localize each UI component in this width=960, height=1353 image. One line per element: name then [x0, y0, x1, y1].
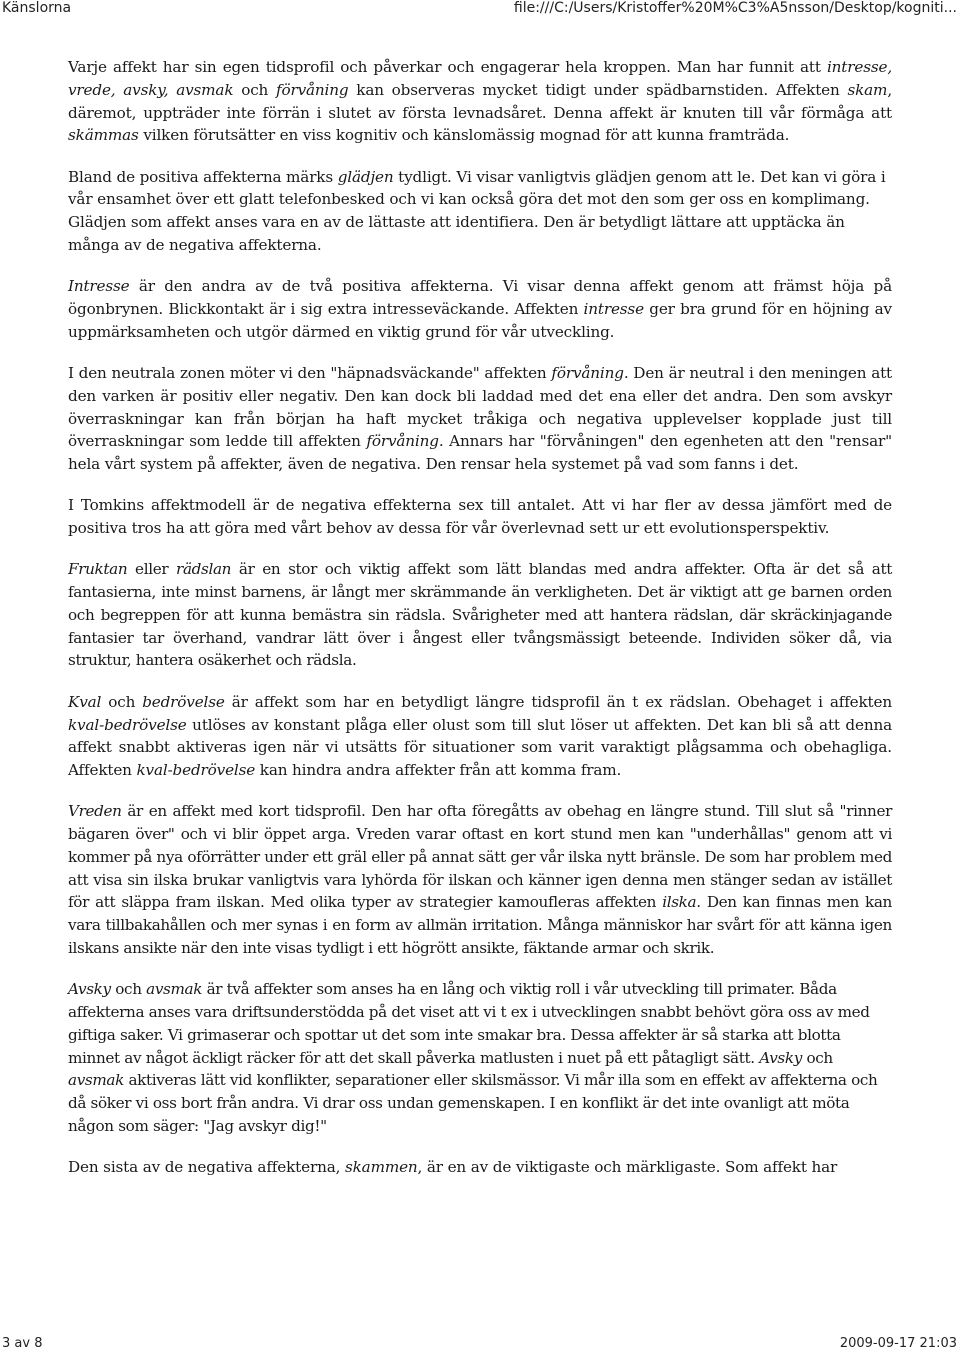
emphasized-term: avsmak	[68, 1071, 124, 1090]
paragraph	[68, 56, 892, 147]
paragraph	[68, 362, 892, 476]
emphasized-term: förvåning	[276, 80, 349, 99]
emphasized-term: rädslan	[176, 560, 232, 579]
emphasized-term: skämmas	[68, 126, 139, 145]
paragraph-text: är en stor och viktig affekt som lätt blandas med andra affekter. Ofta är det så att fantasierna, inte minst barnens, är långt mer skrämmande än verkligheten. Det är viktigt att ge barnen orden och begreppen för att kunna bemästra sin rädsla. Svårigheter med att hantera rädslan, där skräckinjagande fantasier tar överhand, vandrar lätt över i ångest eller tvångsmässigt beteende. Individen söker då, via struktur, hantera osäkerhet och rädsla.	[68, 560, 893, 670]
page-footer-page-number: 3 av 8	[2, 1336, 43, 1351]
page-footer-datetime: 2009-09-17 21:03	[839, 1336, 957, 1351]
paragraph	[68, 978, 892, 1137]
emphasized-term: intresse	[583, 299, 644, 318]
paragraph-text: I den neutrala zonen möter vi den "häpnadsväckande" affekten	[68, 364, 552, 383]
paragraph-text: och	[801, 1048, 833, 1067]
paragraph-text: Den kan finnas men kan vara tillbakahållen och mer synas i en form av allmän irritation. Många människor har svårt för att känna igen ilskans ansikte när den inte visas tydligt i ett högrött ansikte, fäktande armar och skrik.	[68, 893, 892, 957]
paragraph-text: aktiveras lätt vid konflikter, separationer eller skilsmässor. Vi mår illa som en effekt av affekterna och då söker vi oss bort från andra. Vi drar oss undan gemenskapen. I en konflikt är det inte ovanligt att möta någon som säger: "Jag avskyr dig!"	[68, 1071, 878, 1135]
emphasized-term: förvåning.	[366, 432, 444, 451]
emphasized-term: Avsky	[68, 980, 111, 999]
page-header-title: Känslorna	[2, 0, 72, 16]
paragraph-text: vilken förutsätter en viss kognitiv och känslomässig mognad för att kunna framträda.	[138, 126, 790, 145]
paragraph-text: Varje affekt har sin egen tidsprofil och påverkar och engagerar hela kroppen. Man har funnit att	[68, 58, 827, 76]
emphasized-term: kval-bedrövelse	[136, 761, 256, 780]
emphasized-term: Fruktan	[68, 560, 128, 579]
emphasized-term: glädjen	[337, 167, 394, 186]
paragraph-text: och	[233, 80, 276, 99]
paragraph	[68, 275, 892, 343]
paragraph-text: Den sista av de negativa affekterna,	[68, 1158, 345, 1177]
paragraph-text: kan hindra andra affekter från att komma fram.	[255, 761, 622, 780]
paragraph-text: , är en av de viktigaste och märkligaste. Som affekt har	[417, 1158, 838, 1177]
paragraph-text: eller	[127, 560, 177, 579]
emphasized-term: Avsky	[759, 1048, 802, 1067]
paragraph-text: utlöses av konstant plåga eller olust som till slut löser ut affekten. Det kan bli så att denna affekt snabbt aktiveras igen när vi utsätts för situationer som varit varaktigt plågsamma och obehagliga. Affekten	[68, 715, 892, 780]
emphasized-term: förvåning	[551, 364, 624, 383]
paragraph-text: är en affekt med kort tidsprofil. Den har ofta föregåtts av obehag en längre stund. Till slut så "rinner bägaren över" och vi blir öppet arga. Vreden varar oftast en kort stund men kan "underhållas" genom att vi kommer på nya oförrätter under ett gräl eller på annat sätt ger vår ilska nytt bränsle. De som har problem med att visa sin ilska brukar vanligtvis vara lyhörda för ilskan och känner igen denna men stänger sedan av istället för att släppa fram ilskan. Med olika typer av strategier kamoufleras affekten	[68, 802, 892, 912]
paragraph-text: Annars har "förvåningen" den egenheten att den "rensar" hela vårt system på affekter, även de negativa. Den rensar hela systemet på vad som fanns i det.	[68, 432, 892, 474]
emphasized-term: skam	[847, 80, 888, 99]
paragraph-text: är två affekter som anses ha en lång och viktig roll i vår utveckling till primater. Båda affekterna anses vara driftsunderstödda på det viset att vi t ex i utvecklingen snabbt behövt göra oss av med giftiga saker. Vi grimaserar och spottar ut det som inte smakar bra. Dessa affekter är så starka att blotta minnet av något äckligt räcker för att det skall påverka matlusten i nuet på ett påtagligt sätt.	[68, 980, 870, 1067]
paragraph-text: och	[101, 692, 143, 711]
emphasized-term: intresse, vrede, avsky, avsmak	[68, 58, 892, 99]
emphasized-term: ilska.	[662, 893, 701, 912]
emphasized-term: avsmak	[146, 980, 203, 999]
paragraph	[68, 166, 892, 257]
paragraph-text: är affekt som har en betydligt längre tidsprofil än t ex rädslan. Obehaget i affekten	[224, 692, 892, 711]
page-header-url: file:///C:/Users/Kristoffer%20M%C3%A5nsson/Desktop/kogniti...	[513, 0, 957, 16]
paragraph	[68, 800, 892, 959]
paragraph-text: Bland de positiva affekterna märks	[68, 167, 338, 186]
emphasized-term: bedrövelse	[142, 692, 225, 711]
paragraph-text: I Tomkins affektmodell är de negativa effekterna sex till antalet. Att vi har fler av dessa jämfört med de positiva tros ha att göra med vårt behov av dessa för vår överlevnad sett ur ett evolutionsperspektiv.	[68, 496, 892, 538]
emphasized-term: Vreden	[68, 802, 122, 821]
emphasized-term: Intresse	[68, 277, 130, 296]
emphasized-term: kval-bedrövelse	[68, 715, 187, 734]
paragraph	[68, 1156, 892, 1179]
paragraph	[68, 691, 892, 782]
emphasized-term: Kval	[68, 692, 102, 711]
paragraph	[68, 558, 892, 672]
paragraph-text: och	[110, 980, 147, 999]
paragraph-text: . Den är neutral i den meningen att den varken är positiv eller negativ. Den kan dock bli laddad med det ena eller det andra. Den som avskyr överraskningar kan från början ha haft mycket tråkiga och negativa upplevelser kopplade just till överraskningar som ledde till affekten	[68, 364, 893, 451]
paragraph-text: ger bra grund för en höjning av uppmärksamheten och utgör därmed en viktig grund för vår utveckling.	[68, 299, 892, 341]
document-body	[68, 56, 892, 1179]
emphasized-term: skammen	[344, 1158, 418, 1177]
paragraph-text: tydligt. Vi visar vanligtvis glädjen genom att le. Det kan vi göra i vår ensamhet över ett glatt telefonbesked och vi kan också göra det mot den som ger oss en komplimang. Glädjen som affekt anses vara en av de lättaste att identifiera. Den är betydligt lättare att upptäcka än många av de negativa affekterna.	[68, 167, 886, 254]
paragraph-text: , däremot, uppträder inte förrän i slutet av första levnadsåret. Denna affekt är knuten till vår förmåga att	[68, 80, 892, 122]
paragraph-text: kan observeras mycket tidigt under spädbarnstiden. Affekten	[348, 80, 848, 99]
paragraph-text: är den andra av de två positiva affekterna. Vi visar denna affekt genom att främst höja på ögonbrynen. Blickkontakt är i sig extra intresseväckande. Affekten	[68, 277, 892, 318]
paragraph	[68, 494, 892, 540]
